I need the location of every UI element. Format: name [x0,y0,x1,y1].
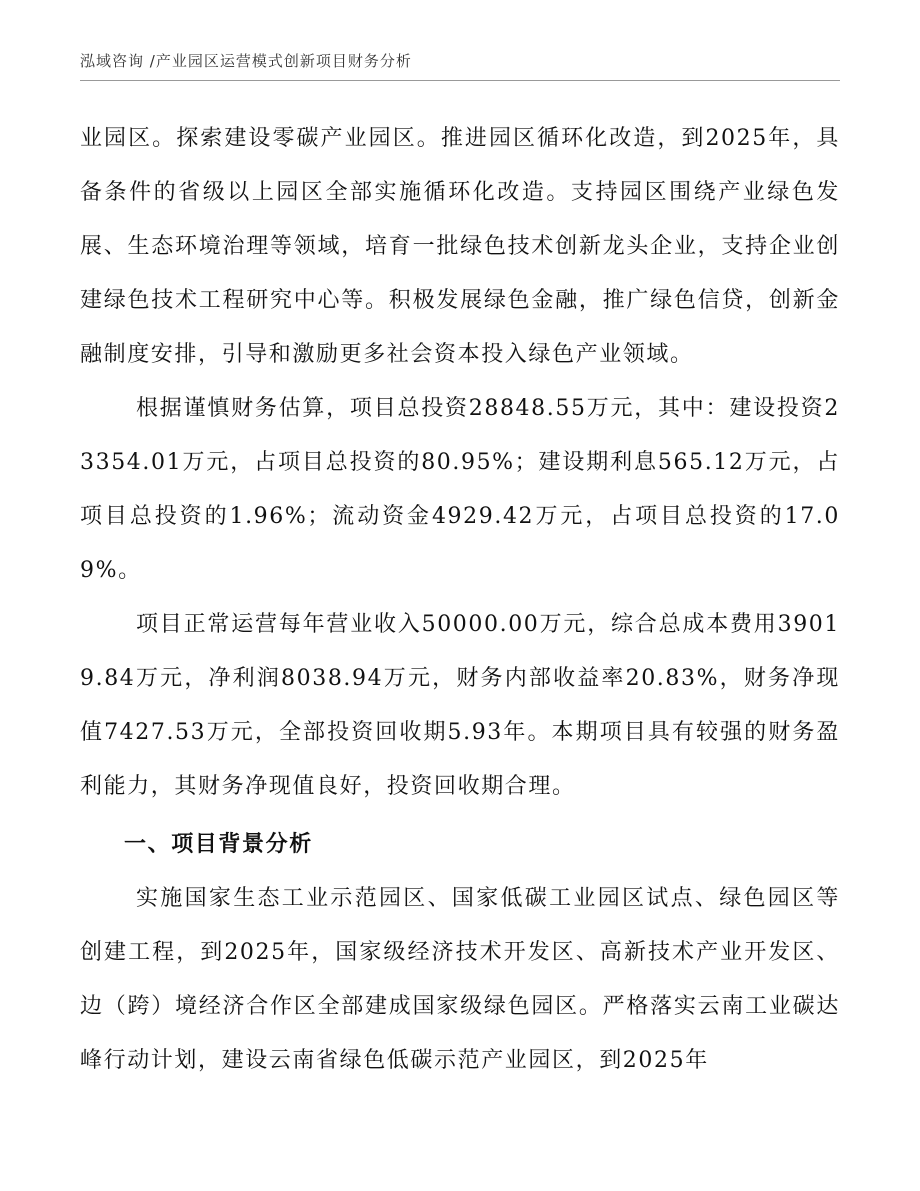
section-heading-background: 一、项目背景分析 [124,832,313,857]
paragraph-operating-results: 项目正常运营每年营业收入50000.00万元，综合总成本费用39019.84万元，净利润8038.94万元，财务内部收益率20.83%，财务净现值7427.53万元，全部投资回收期5.93年。本期项目具有较强的财务盈利能力，其财务净现值良好，投资回收期合理。 [80,612,840,799]
paragraph-green-parks: 业园区。探索建设零碳产业园区。推进园区循环化改造，到2025年，具备条件的省级以上园区全部实施循环化改造。支持园区围绕产业绿色发展、生态环境治理等领域，培育一批绿色技术创新龙头企业，支持企业创建绿色技术工程研究中心等。积极发展绿色金融，推广绿色信贷，创新金融制度安排，引导和激励更多社会资本投入绿色产业领域。 [80,126,840,367]
header-divider [80,80,840,81]
running-header: 泓域咨询 /产业园区运营模式创新项目财务分析 [80,52,412,70]
paragraph-investment-estimate: 根据谨慎财务估算，项目总投资28848.55万元，其中：建设投资23354.01万元，占项目总投资的80.95%；建设期利息565.12万元，占项目总投资的1.96%；流动资金4929.42万元，占项目总投资的17.09%。 [80,396,840,583]
paragraph-background: 实施国家生态工业示范园区、国家低碳工业园区试点、绿色园区等创建工程，到2025年，国家级经济技术开发区、高新技术产业开发区、边（跨）境经济合作区全部建成国家级绿色园区。严格落实云南工业碳达峰行动计划，建设云南省绿色低碳示范产业园区，到2025年 [80,886,840,1073]
document-body [80,112,840,1088]
